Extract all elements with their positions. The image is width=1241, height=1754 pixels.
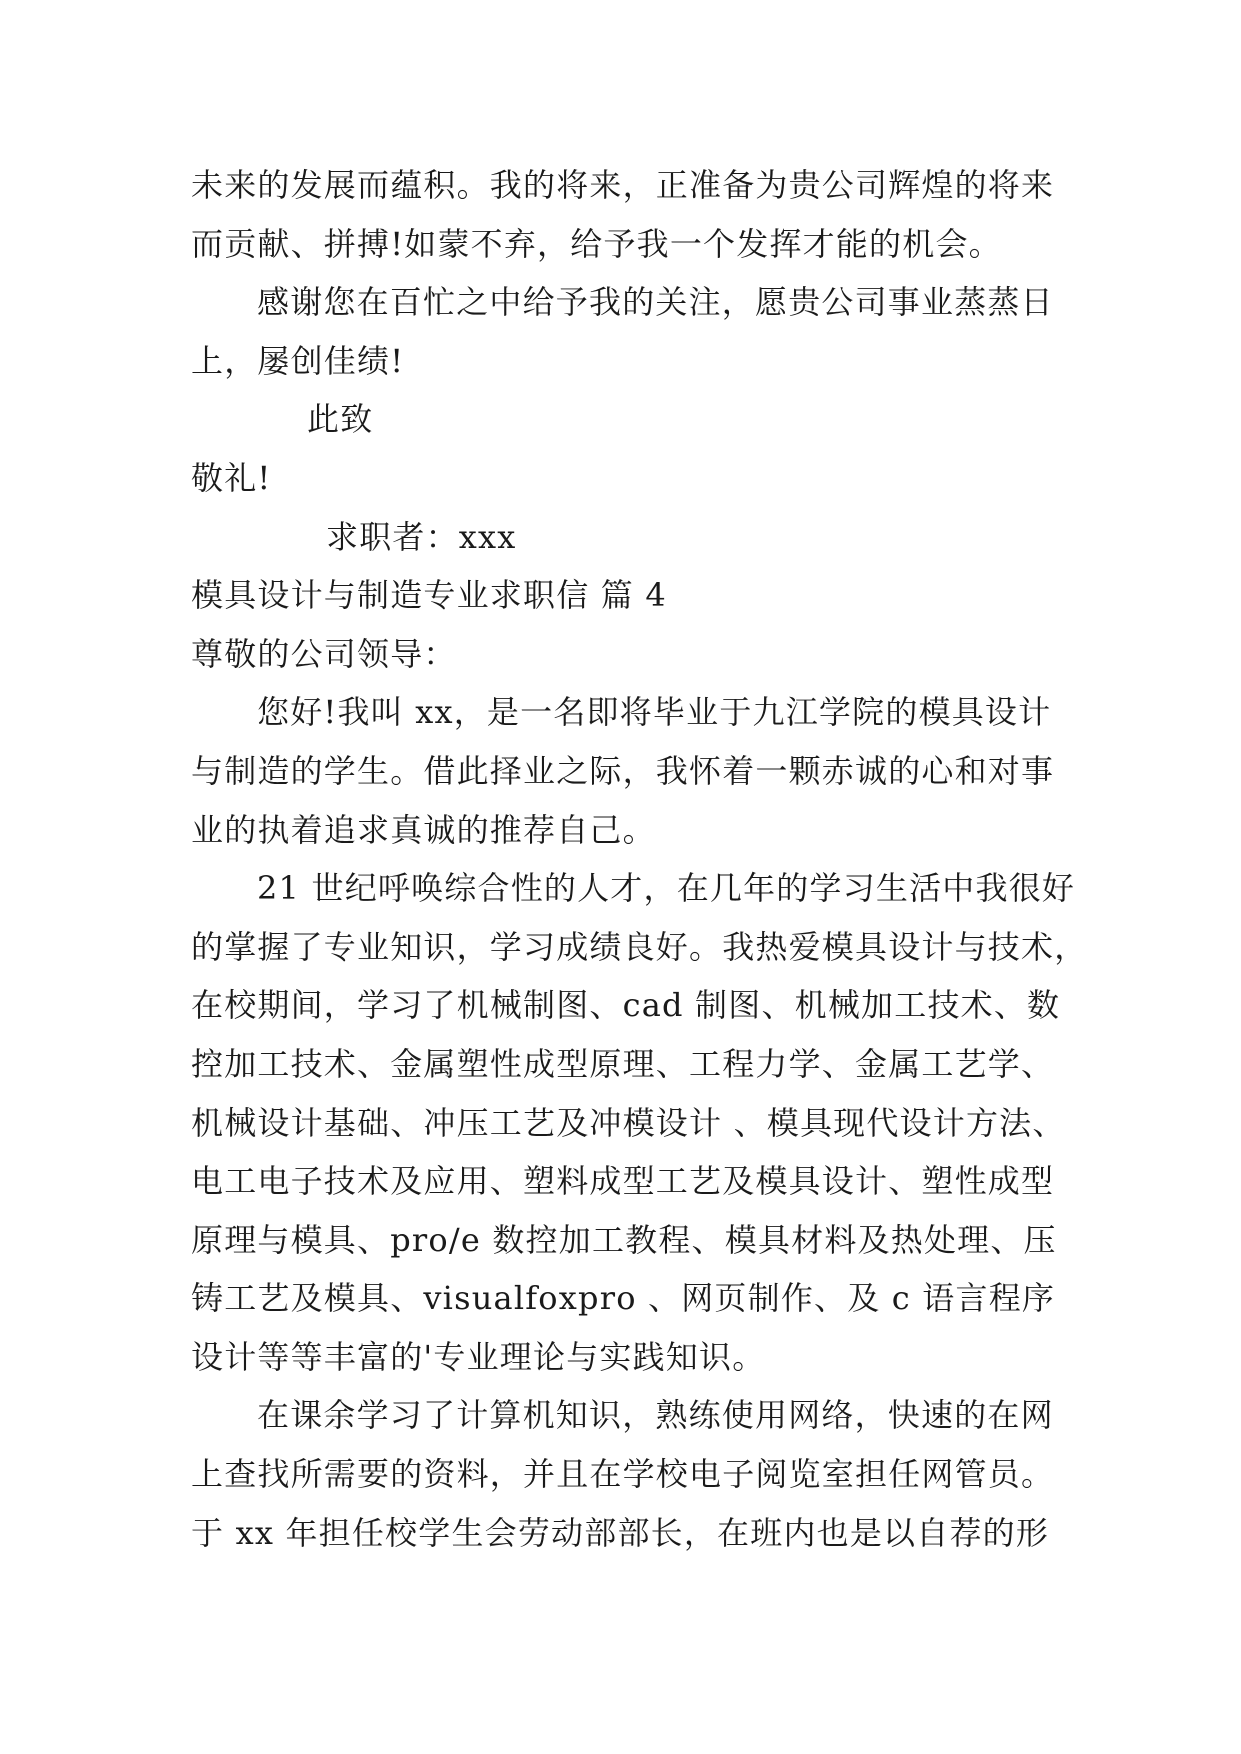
paragraph-line: 而贡献、拼搏!如蒙不弃，给予我一个发挥才能的机会。 — [191, 224, 1002, 263]
paragraph-line: 感谢您在百忙之中给予我的关注，愿贵公司事业蒸蒸日 — [257, 283, 1054, 322]
paragraph-line: 业的执着追求真诚的推荐自己。 — [191, 810, 656, 849]
paragraph-line: 于 xx 年担任校学生会劳动部部长，在班内也是以自荐的形 — [191, 1513, 1050, 1552]
section-heading: 模具设计与制造专业求职信 篇 4 — [191, 576, 667, 615]
paragraph-line: 的掌握了专业知识，学习成绩良好。我热爱模具设计与技术， — [191, 927, 1088, 966]
document-body — [191, 156, 1191, 1562]
closing-salutation: 此致 — [307, 400, 374, 439]
paragraph-line: 与制造的学生。借此择业之际，我怀着一颗赤诚的心和对事 — [191, 751, 1055, 790]
closing-regards: 敬礼! — [191, 458, 272, 497]
paragraph-line: 铸工艺及模具、visualfoxpro 、网页制作、及 c 语言程序 — [191, 1279, 1056, 1318]
paragraph-line: 上，屡创佳绩! — [191, 341, 405, 380]
paragraph-line: 控加工技术、金属塑性成型原理、工程力学、金属工艺学、 — [191, 1044, 1055, 1083]
paragraph-line: 21 世纪呼唤综合性的人才，在几年的学习生活中我很好 — [257, 869, 1076, 908]
paragraph-line: 机械设计基础、冲压工艺及冲模设计 、模具现代设计方法、 — [191, 1103, 1066, 1142]
paragraph-line: 设计等等丰富的'专业理论与实践知识。 — [191, 1337, 766, 1376]
signature-line: 求职者：xxx — [326, 517, 517, 556]
paragraph-line: 原理与模具、pro/e 数控加工教程、模具材料及热处理、压 — [191, 1220, 1057, 1259]
paragraph-line: 上查找所需要的资料，并且在学校电子阅览室担任网管员。 — [191, 1455, 1055, 1494]
paragraph-line: 您好!我叫 xx，是一名即将毕业于九江学院的模具设计 — [257, 693, 1052, 732]
paragraph-line: 在课余学习了计算机知识，熟练使用网络，快速的在网 — [257, 1396, 1054, 1435]
paragraph-line: 在校期间，学习了机械制图、cad 制图、机械加工技术、数 — [191, 986, 1061, 1025]
paragraph-line: 电工电子技术及应用、塑料成型工艺及模具设计、塑性成型 — [191, 1162, 1055, 1201]
greeting: 尊敬的公司领导： — [191, 634, 457, 673]
paragraph-line: 未来的发展而蕴积。我的将来，正准备为贵公司辉煌的将来 — [191, 166, 1055, 204]
